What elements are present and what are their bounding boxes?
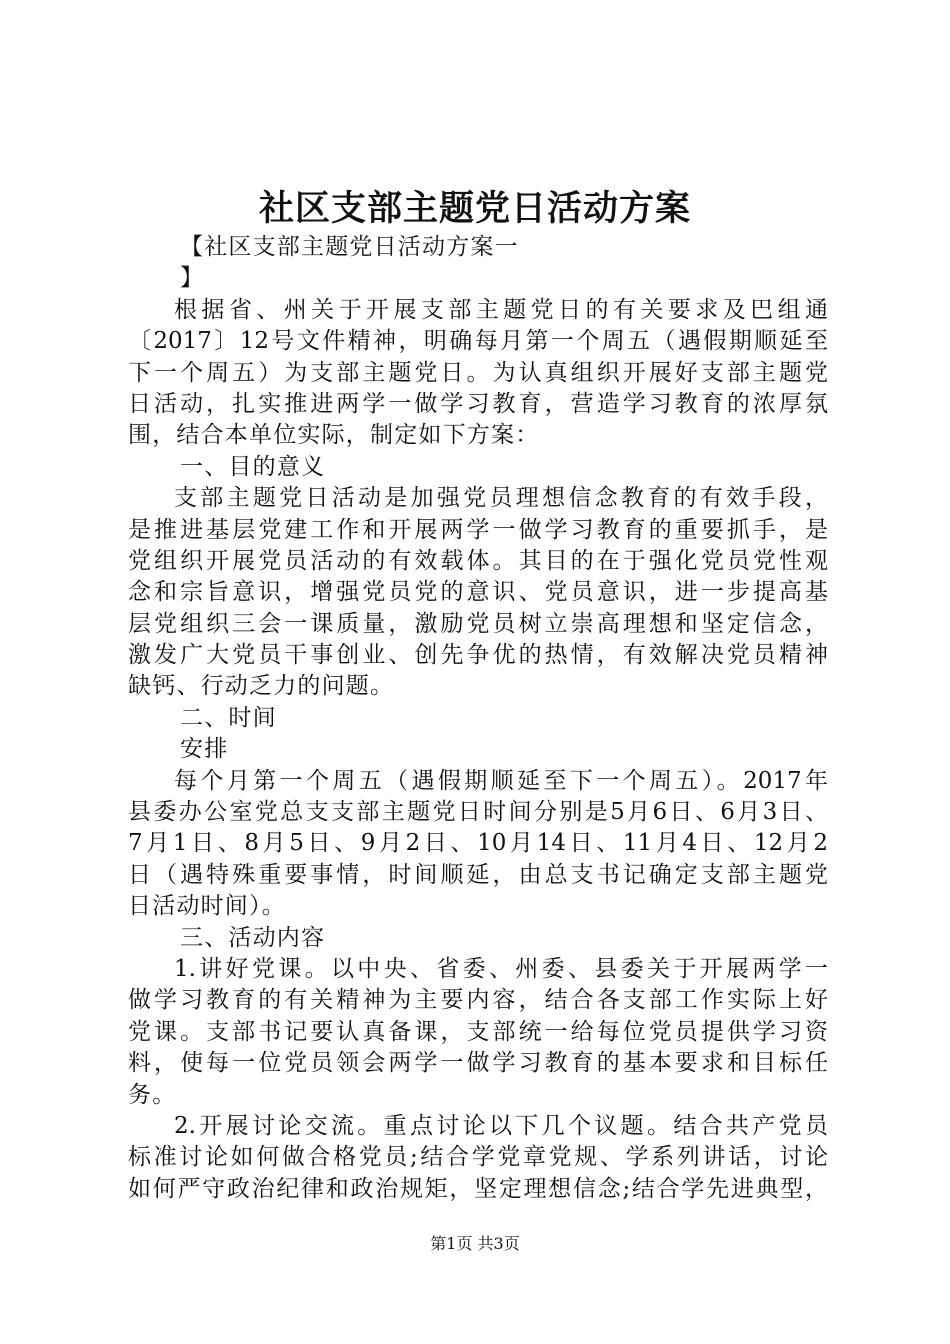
paragraph-line: 标准讨论如何做合格党员;结合学党章党规、学系列讲话，讨论 — [128, 1144, 828, 1171]
paragraph-line: 层党组织三会一课质量，激励党员树立崇高理想和坚定信念， — [128, 610, 828, 637]
paragraph-line: 每个月第一个周五（遇假期顺延至下一个周五）。2017年 — [174, 767, 828, 794]
paragraph-line: 务。 — [128, 1081, 177, 1108]
paragraph-line: 缺钙、行动乏力的问题。 — [128, 673, 395, 700]
section-heading-bracket: 【社区支部主题党日活动方案一 — [180, 234, 519, 260]
page-footer: 第1页 共3页 — [430, 1234, 520, 1253]
paragraph-line: 县委办公室党总支支部主题党日时间分别是5月6日、6月3日、 — [128, 799, 828, 826]
paragraph-line: 支部主题党日活动是加强党员理想信念教育的有效手段， — [174, 485, 828, 512]
paragraph-line: 做学习教育的有关精神为主要内容，结合各支部工作实际上好 — [128, 987, 828, 1014]
section-heading: 一、目的意义 — [180, 453, 326, 480]
paragraph-line: 下一个周五）为支部主题党日。为认真组织开展好支部主题党 — [128, 359, 828, 386]
paragraph-line: 党课。支部书记要认真备课，支部统一给每位党员提供学习资 — [128, 1018, 828, 1045]
paragraph-line: 念和宗旨意识，增强党员党的意识、党员意识，进一步提高基 — [128, 579, 828, 606]
paragraph-line: 7月1日、8月5日、9月2日、10月14日、11月4日、12月2 — [128, 830, 828, 857]
paragraph-line: 根据省、州关于开展支部主题党日的有关要求及巴组通 — [174, 296, 828, 323]
section-heading-bracket-close: 】 — [180, 265, 205, 292]
paragraph-line: 〔2017〕12号文件精神，明确每月第一个周五（遇假期顺延至 — [128, 328, 828, 355]
paragraph-line: 2.开展讨论交流。重点讨论以下几个议题。结合共产党员 — [174, 1112, 828, 1139]
section-heading: 安排 — [180, 736, 229, 763]
paragraph-line: 激发广大党员干事创业、创先争优的热情，有效解决党员精神 — [128, 642, 828, 669]
paragraph-line: 料，使每一位党员领会两学一做学习教育的基本要求和目标任 — [128, 1050, 828, 1077]
section-heading: 三、活动内容 — [180, 924, 326, 951]
paragraph-line: 围，结合本单位实际，制定如下方案： — [128, 422, 540, 449]
document-body — [128, 232, 828, 1205]
paragraph-line: 是推进基层党建工作和开展两学一做学习教育的重要抓手，是 — [128, 516, 828, 543]
paragraph-line: 如何严守政治纪律和政治规矩，坚定理想信念;结合学先进典型， — [128, 1175, 828, 1202]
paragraph-line: 日活动时间）。 — [128, 893, 286, 920]
document-title: 社区支部主题党日活动方案 — [258, 188, 691, 229]
paragraph-line: 日（遇特殊重要事情，时间顺延，由总支书记确定支部主题党 — [128, 861, 828, 888]
paragraph-line: 1.讲好党课。以中央、省委、州委、县委关于开展两学一 — [174, 955, 828, 982]
paragraph-line: 党组织开展党员活动的有效载体。其目的在于强化党员党性观 — [128, 547, 828, 574]
section-heading: 二、时间 — [180, 704, 277, 731]
paragraph-line: 日活动，扎实推进两学一做学习教育，营造学习教育的浓厚氛 — [128, 390, 828, 417]
